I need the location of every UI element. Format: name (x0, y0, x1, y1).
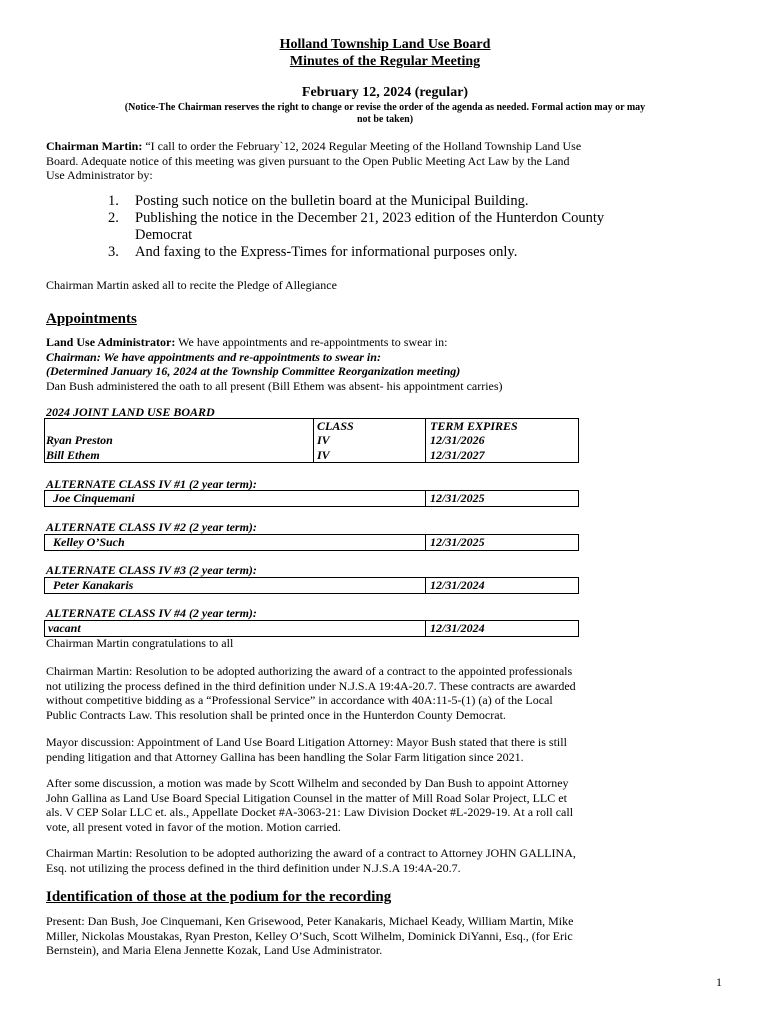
paragraph-line: After some discussion, a motion was made by Scott Wilhelm and seconded by Dan Bush to appoint Attorney (46, 776, 569, 790)
list-number: 3. (108, 244, 119, 260)
paragraph-line: Chairman Martin: Resolution to be adopted authorizing the award of a contract to Attorney JOHN GALLINA, (46, 846, 576, 860)
alternate-name: Joe Cinquemani (53, 491, 135, 505)
speaker-label: Chairman Martin: (46, 139, 143, 153)
lua-text: We have appointments and re-appointments to swear in: (175, 335, 448, 349)
alternate-term: 12/31/2025 (430, 491, 485, 505)
list-item (108, 193, 728, 210)
list-item-text: Democrat (135, 227, 193, 243)
chairman-line: Chairman: We have appointments and re-appointments to swear in: (46, 349, 381, 364)
alternate-name: vacant (48, 621, 81, 635)
alternate-heading: ALTERNATE CLASS IV #3 (2 year term): (46, 563, 257, 577)
paragraph-line: vote, all present voted in favor of the motion. Motion carried. (46, 819, 341, 834)
appointments-intro (46, 335, 731, 393)
agenda-notice-line: (Notice-The Chairman reserves the right to change or revise the order of the agenda as needed. Formal action may or may (124, 102, 646, 113)
page-number: 1 (716, 975, 722, 989)
appointments-heading: Appointments (46, 311, 137, 327)
table-divider (425, 620, 426, 637)
member-term: 12/31/2027 (430, 448, 485, 462)
member-class: IV (317, 433, 330, 447)
alternate-row (44, 620, 579, 637)
list-item (108, 244, 728, 261)
mayor-discussion-paragraph (46, 735, 731, 764)
list-item-text: Publishing the notice in the December 21, 2023 edition of the Hunterdon County (135, 210, 605, 226)
paragraph-line: Bernstein), and Maria Elena Jennette Kozak, Land Use Administrator. (46, 943, 383, 957)
resolution-paragraph (46, 846, 731, 875)
paragraph-line: Public Contracts Law. This resolution shall be printed once in the Hunterdon County Democrat. (46, 707, 506, 722)
opening-text: Board. Adequate notice of this meeting was given pursuant to the Open Public Meeting Act Law by the Land (46, 153, 570, 168)
resolution-paragraph (46, 664, 731, 722)
document-subtitle: Minutes of the Regular Meeting (289, 54, 481, 69)
list-item-text: And faxing to the Express-Times for informational purposes only. (135, 244, 518, 260)
paragraph-line: Mayor discussion: Appointment of Land Use Board Litigation Attorney: Mayor Bush stated that there is still (46, 735, 567, 749)
alternate-heading: ALTERNATE CLASS IV #4 (2 year term): (46, 606, 257, 620)
table-divider (313, 418, 314, 463)
agenda-notice (40, 102, 730, 126)
member-term: 12/31/2026 (430, 433, 485, 447)
column-header-class: CLASS (317, 419, 354, 433)
notice-list (108, 193, 728, 261)
pledge-line: Chairman Martin asked all to recite the Pledge of Allegiance (46, 278, 337, 292)
determined-line: (Determined January 16, 2024 at the Township Committee Reorganization meeting) (46, 364, 461, 378)
list-item-text: Posting such notice on the bulletin board at the Municipal Building. (135, 193, 529, 209)
alternate-heading: ALTERNATE CLASS IV #1 (2 year term): (46, 477, 257, 491)
congrats-line: Chairman Martin congratulations to all (46, 636, 234, 650)
present-paragraph (46, 914, 731, 958)
board-table-heading: 2024 JOINT LAND USE BOARD (46, 405, 215, 419)
document-title: Holland Township Land Use Board (279, 37, 491, 52)
lua-label: Land Use Administrator: (46, 335, 176, 349)
alternate-name: Peter Kanakaris (53, 578, 134, 592)
alternate-heading: ALTERNATE CLASS IV #2 (2 year term): (46, 520, 257, 534)
list-number: 1. (108, 193, 119, 209)
paragraph-line: Esq. not utilizing the process defined in the third definition under N.J.S.A 19:4A-20.7. (46, 860, 461, 875)
paragraph-line: without competitive bidding as a “Professional Service” in accordance with 40A:11-5-(1) (a) of the Local (46, 693, 553, 707)
alternate-term: 12/31/2024 (430, 621, 485, 635)
paragraph-line: not utilizing the process defined in the third definition under N.J.S.A 19:4A-20.7. These contracts are awarded (46, 678, 576, 693)
member-name: Bill Ethem (46, 448, 100, 462)
opening-statement (46, 139, 731, 183)
member-class: IV (317, 448, 330, 462)
paragraph-line: Miller, Nickolas Moustakas, Ryan Preston, Kelley O’Such, Scott Wilhelm, Dominick DiYanni, Esq., (for Eric (46, 928, 573, 943)
motion-paragraph (46, 776, 731, 834)
paragraph-line: Chairman Martin: Resolution to be adopted authorizing the award of a contract to the appointed professionals (46, 664, 573, 678)
alternate-term: 12/31/2025 (430, 535, 485, 549)
table-divider (425, 490, 426, 507)
oath-line: Dan Bush administered the oath to all present (Bill Ethem was absent- his appointment carries) (46, 378, 503, 393)
paragraph-line: als. V CEP Solar LLC et. als., Appellate Docket #A-3063-21: Law Division Docket #L-2029-19. At a roll call (46, 805, 574, 819)
opening-text: Use Administrator by: (46, 168, 153, 182)
alternate-name: Kelley O’Such (53, 535, 125, 549)
agenda-notice-line: not be taken) (356, 114, 414, 125)
list-number: 2. (108, 210, 119, 226)
table-divider (425, 577, 426, 594)
member-name: Ryan Preston (46, 433, 113, 447)
list-item (108, 210, 728, 244)
alternate-term: 12/31/2024 (430, 578, 485, 592)
paragraph-line: pending litigation and that Attorney Gallina has been handling the Solar Farm litigation since 2021. (46, 749, 524, 764)
paragraph-line: John Gallina as Land Use Board Special Litigation Counsel in the matter of Mill Road Solar Project, LLC et (46, 790, 567, 805)
table-divider (425, 534, 426, 551)
meeting-date: February 12, 2024 (regular) (301, 85, 469, 100)
table-divider (425, 418, 426, 463)
column-header-term: TERM EXPIRES (430, 419, 518, 433)
opening-text: “I call to order the February`12, 2024 Regular Meeting of the Holland Township Land Use (142, 139, 582, 153)
podium-heading: Identification of those at the podium for the recording (46, 889, 392, 905)
paragraph-line: Present: Dan Bush, Joe Cinquemani, Ken Grisewood, Peter Kanakaris, Michael Keady, William Martin, Mike (46, 914, 574, 928)
